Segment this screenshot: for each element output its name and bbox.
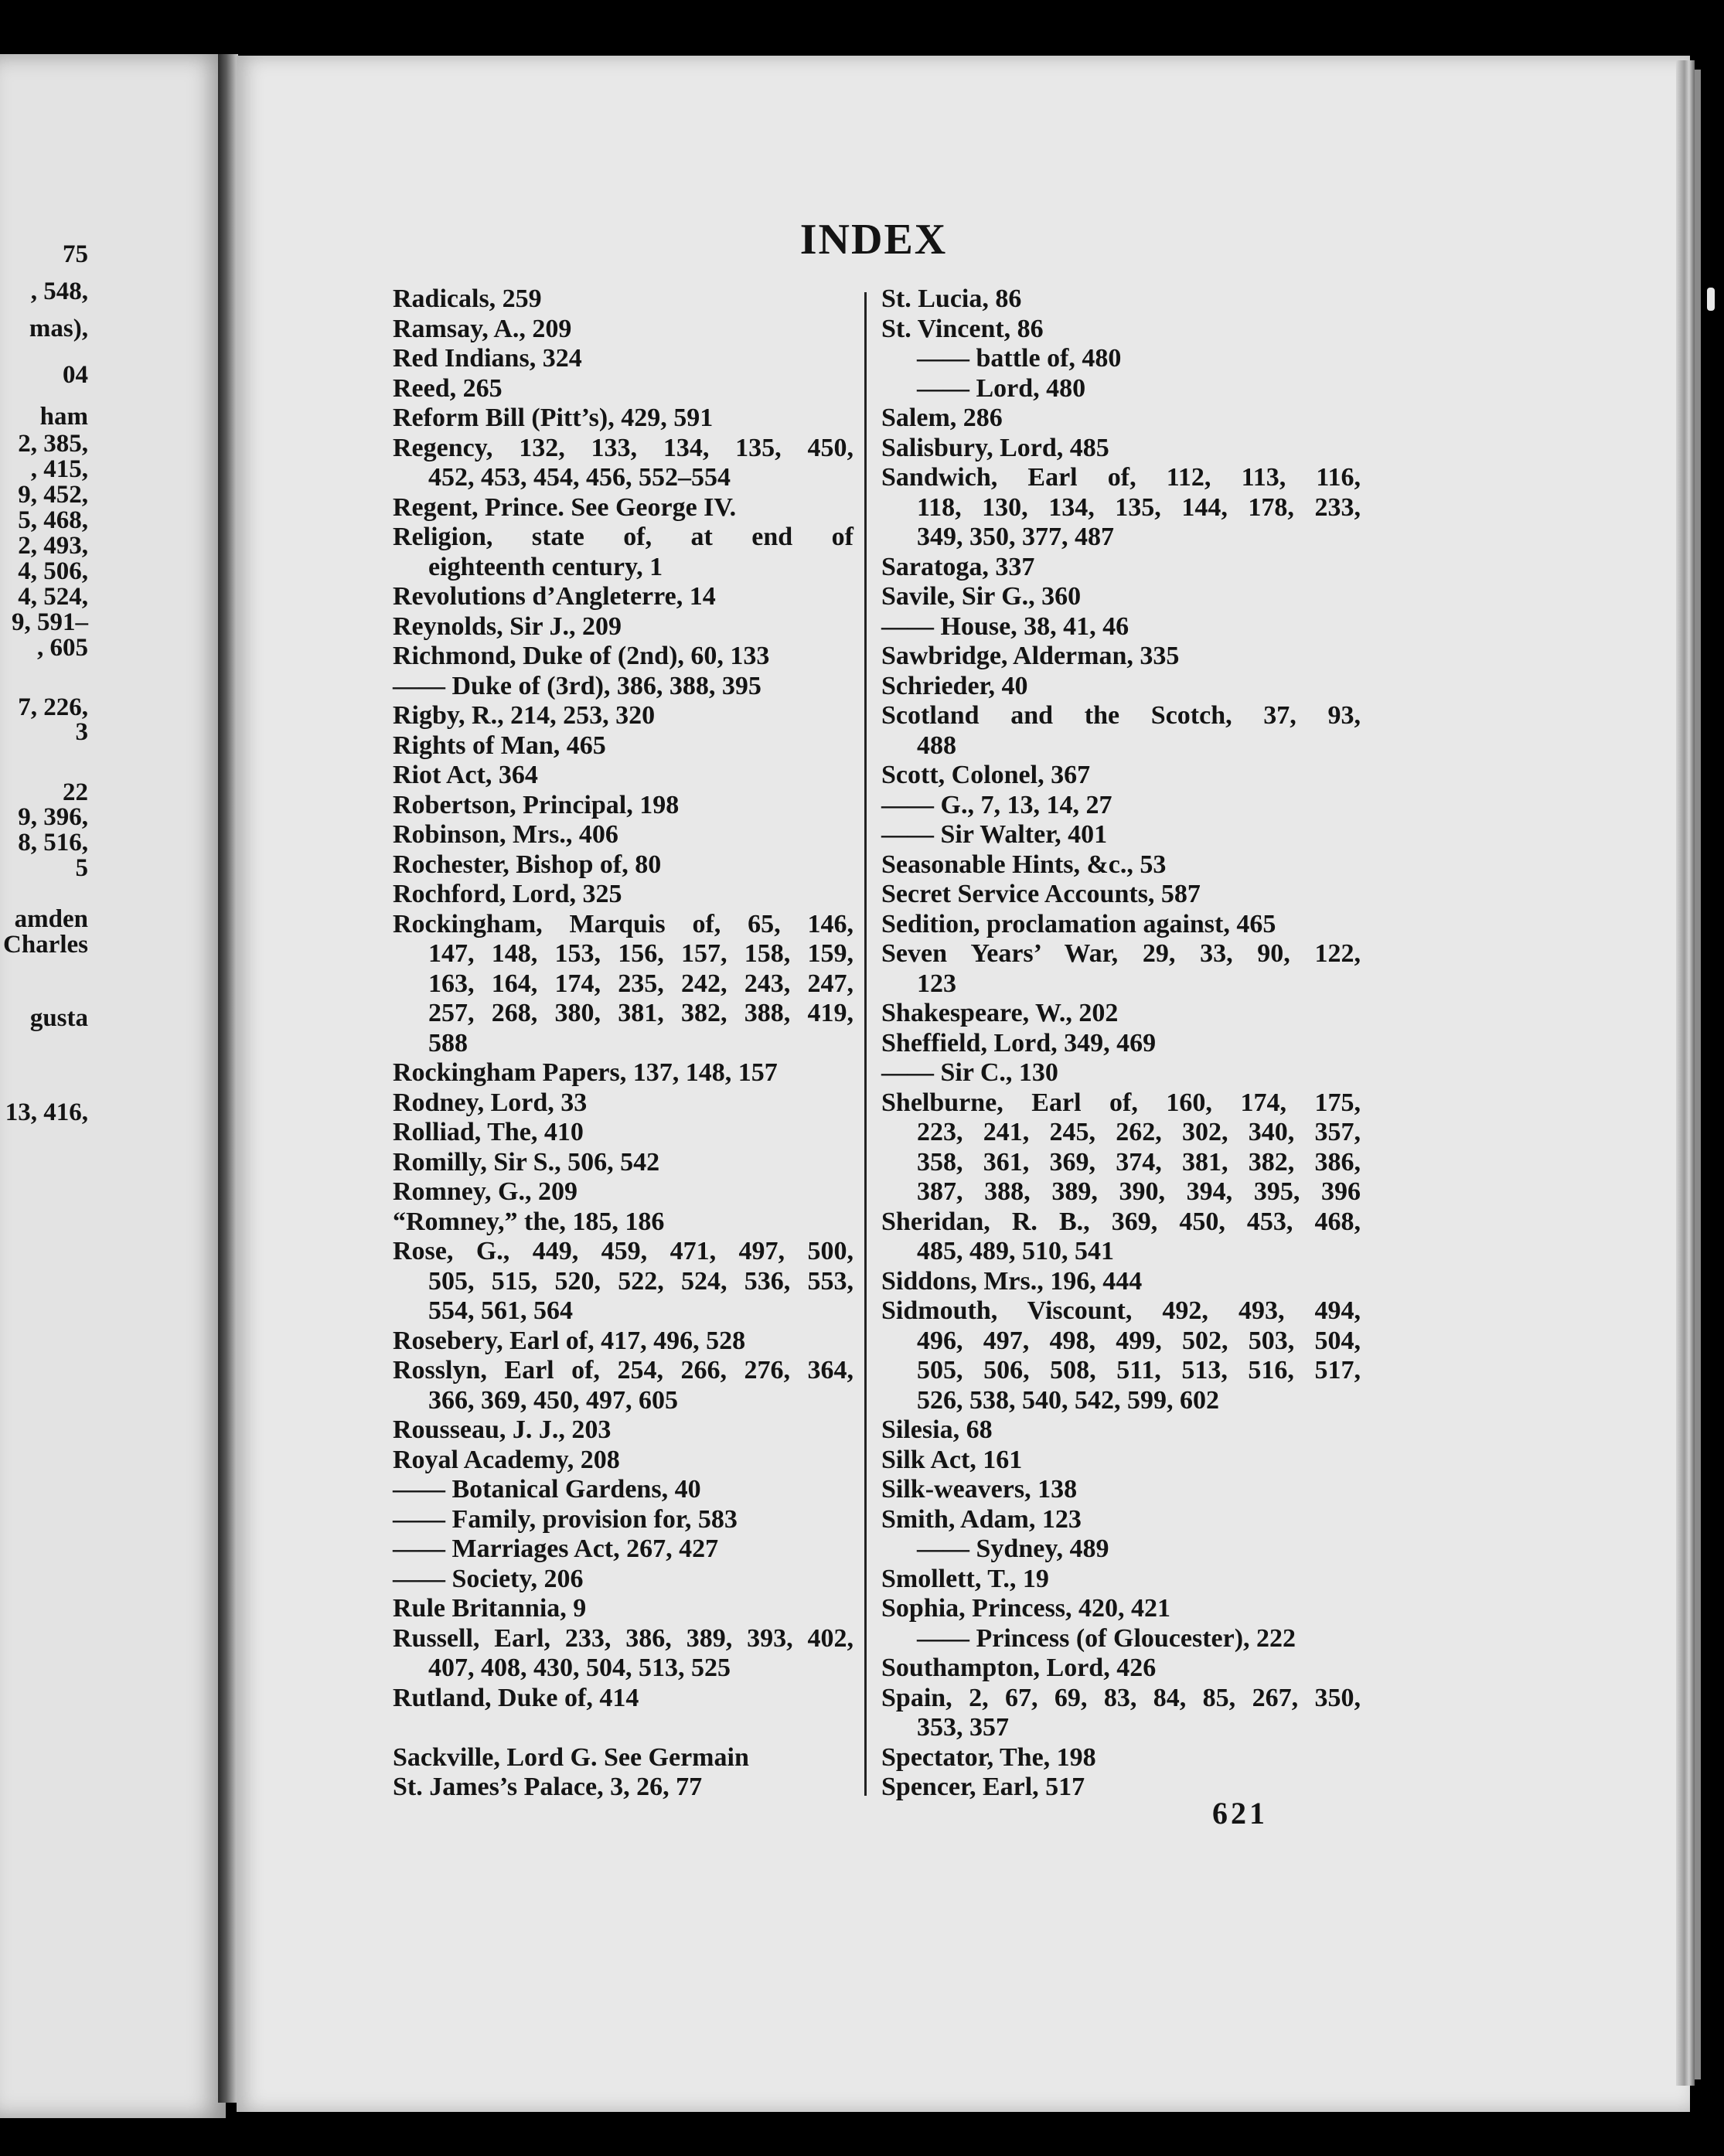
index-entry: Russell, Earl, 233, 386, 389, 393, 402, — [393, 1623, 853, 1653]
index-entry: Silesia, 68 — [881, 1415, 993, 1444]
index-entry: 505, 515, 520, 522, 524, 536, 553, — [428, 1266, 853, 1296]
index-entry: Sheffield, Lord, 349, 469 — [881, 1028, 1157, 1058]
previous-page-fragment: 9, 452, — [18, 481, 88, 509]
index-entry: 123 — [917, 969, 956, 998]
index-entry: Schrieder, 40 — [881, 671, 1028, 700]
index-entry: Rights of Man, 465 — [393, 731, 606, 760]
index-entry: Rolliad, The, 410 — [393, 1118, 584, 1146]
index-entry: Savile, Sir G., 360 — [881, 582, 1082, 611]
previous-page-fragment: mas), — [29, 315, 88, 342]
index-entry: Seasonable Hints, &c., 53 — [881, 850, 1167, 879]
index-entry: Shelburne, Earl of, 160, 174, 175, — [881, 1088, 1361, 1117]
index-entry: —— Sydney, 489 — [917, 1534, 1109, 1563]
index-entry: 496, 497, 498, 499, 502, 503, 504, — [917, 1326, 1361, 1355]
index-entry: Secret Service Accounts, 587 — [881, 880, 1201, 908]
index-entry: 485, 489, 510, 541 — [917, 1237, 1114, 1265]
index-entry: Regency, 132, 133, 134, 135, 450, — [393, 433, 853, 462]
index-entry: Sandwich, Earl of, 112, 113, 116, — [881, 463, 1361, 492]
index-entry: Revolutions d’Angleterre, 14 — [393, 582, 716, 611]
index-entry: Sidmouth, Viscount, 492, 493, 494, — [881, 1296, 1361, 1325]
previous-page-fragment: 4, 524, — [18, 583, 88, 611]
index-entry: Silk Act, 161 — [881, 1445, 1023, 1474]
index-entry: 588 — [428, 1028, 468, 1058]
previous-page-fragment: , 548, — [30, 278, 88, 305]
index-entry: —— battle of, 480 — [917, 344, 1122, 373]
previous-page-fragment: ham — [39, 403, 88, 431]
page-tab-mark — [1707, 288, 1715, 311]
previous-page — [0, 54, 226, 2118]
index-entry: Shakespeare, W., 202 — [881, 999, 1119, 1027]
index-entry: Rigby, R., 214, 253, 320 — [393, 701, 656, 730]
previous-page-fragment: gusta — [29, 1004, 88, 1032]
index-entry: Scott, Colonel, 367 — [881, 761, 1091, 789]
index-entry: Romney, G., 209 — [393, 1177, 578, 1206]
index-entry: 118, 130, 134, 135, 144, 178, 233, — [917, 492, 1361, 522]
index-entry: 526, 538, 540, 542, 599, 602 — [917, 1385, 1219, 1415]
index-entry: Rochester, Bishop of, 80 — [393, 850, 662, 879]
page-edge-shadow — [1695, 70, 1701, 2079]
previous-page-fragment: 22 — [63, 778, 88, 806]
previous-page-fragment: 9, 591– — [12, 608, 88, 636]
index-entry: Spencer, Earl, 517 — [881, 1773, 1085, 1801]
index-entry: 223, 241, 245, 262, 302, 340, 357, — [917, 1118, 1361, 1146]
index-entry: 505, 506, 508, 511, 513, 516, 517, — [917, 1356, 1361, 1385]
index-entry: St. Vincent, 86 — [881, 314, 1044, 343]
index-entry: 488 — [917, 731, 956, 760]
index-entry: Rose, G., 449, 459, 471, 497, 500, — [393, 1237, 853, 1265]
index-spacer — [393, 1713, 853, 1743]
index-entry: 163, 164, 174, 235, 242, 243, 247, — [428, 969, 853, 998]
index-column-right — [881, 284, 1361, 1803]
index-entry: Rutland, Duke of, 414 — [393, 1683, 639, 1712]
index-entry: Sophia, Princess, 420, 421 — [881, 1594, 1171, 1623]
index-entry: 387, 388, 389, 390, 394, 395, 396 — [917, 1177, 1361, 1206]
index-entry: 452, 453, 454, 456, 552–554 — [428, 463, 731, 492]
index-entry: Religion, state of, at end of — [393, 523, 853, 551]
previous-page-fragment: Charles — [3, 931, 88, 959]
index-entry: Regent, Prince. See George IV. — [393, 492, 737, 522]
index-entry: Rule Britannia, 9 — [393, 1594, 587, 1623]
column-divider — [864, 292, 867, 1796]
index-entry: Reed, 265 — [393, 373, 503, 403]
index-entry: Salisbury, Lord, 485 — [881, 433, 1109, 462]
previous-page-fragment: 4, 506, — [18, 557, 88, 585]
index-entry: —— Sir C., 130 — [881, 1058, 1058, 1087]
index-entry: Romilly, Sir S., 506, 542 — [393, 1147, 660, 1177]
index-entry: —— Sir Walter, 401 — [881, 820, 1108, 849]
index-entry: Robinson, Mrs., 406 — [393, 820, 618, 849]
index-entry: 349, 350, 377, 487 — [917, 523, 1114, 551]
previous-page-fragment: amden — [14, 905, 88, 933]
index-entry: Reynolds, Sir J., 209 — [393, 611, 622, 641]
index-entry: Rousseau, J. J., 203 — [393, 1415, 612, 1444]
previous-page-fragment: 8, 516, — [18, 829, 88, 857]
index-entry: Rockingham, Marquis of, 65, 146, — [393, 909, 853, 938]
index-entry: 353, 357 — [917, 1713, 1009, 1742]
previous-page-fragment: , 415, — [30, 455, 88, 483]
index-entry: Southampton, Lord, 426 — [881, 1654, 1157, 1682]
index-entry: Spectator, The, 198 — [881, 1742, 1096, 1772]
index-entry: 407, 408, 430, 504, 513, 525 — [428, 1654, 731, 1682]
index-entry: St. Lucia, 86 — [881, 284, 1022, 313]
index-entry: Reform Bill (Pitt’s), 429, 591 — [393, 404, 714, 432]
index-entry: —— Family, provision for, 583 — [393, 1504, 738, 1534]
previous-page-fragment: 5 — [75, 854, 88, 882]
index-entry: Scotland and the Scotch, 37, 93, — [881, 701, 1361, 730]
page-edge — [1676, 60, 1695, 2086]
index-entry: Spain, 2, 67, 69, 83, 84, 85, 267, 350, — [881, 1683, 1361, 1712]
previous-page-fragment: 9, 396, — [18, 803, 88, 831]
index-entry: Rockingham Papers, 137, 148, 157 — [393, 1058, 778, 1087]
index-entry: Smith, Adam, 123 — [881, 1504, 1082, 1534]
index-entry: —— Society, 206 — [393, 1564, 584, 1593]
index-entry: Siddons, Mrs., 196, 444 — [881, 1266, 1143, 1296]
index-entry: —— Princess (of Gloucester), 222 — [917, 1623, 1296, 1653]
book-gutter — [218, 54, 238, 2103]
index-entry: —— Lord, 480 — [917, 373, 1086, 403]
index-entry: Salem, 286 — [881, 404, 1003, 432]
index-entry: St. James’s Palace, 3, 26, 77 — [393, 1773, 703, 1801]
index-entry: —— Botanical Gardens, 40 — [393, 1475, 701, 1504]
previous-page-fragment: 2, 385, — [18, 430, 88, 458]
index-entry: 358, 361, 369, 374, 381, 382, 386, — [917, 1147, 1361, 1177]
index-entry: Sedition, proclamation against, 465 — [881, 909, 1276, 938]
previous-page-fragment: 3 — [75, 718, 88, 746]
index-entry: —— House, 38, 41, 46 — [881, 611, 1129, 641]
index-entry: —— Marriages Act, 267, 427 — [393, 1534, 719, 1563]
index-entry: Smollett, T., 19 — [881, 1564, 1049, 1593]
index-entry: Sawbridge, Alderman, 335 — [881, 642, 1180, 670]
index-entry: 554, 561, 564 — [428, 1296, 573, 1325]
index-entry: 366, 369, 450, 497, 605 — [428, 1385, 678, 1415]
index-entry: 147, 148, 153, 156, 157, 158, 159, — [428, 939, 853, 968]
index-column-left — [393, 284, 853, 1803]
index-entry: Rochford, Lord, 325 — [393, 880, 622, 908]
index-entry: Rosslyn, Earl of, 254, 266, 276, 364, — [393, 1356, 853, 1385]
index-entry: Saratoga, 337 — [881, 552, 1035, 581]
index-entry: Red Indians, 324 — [393, 344, 582, 373]
previous-page-fragment: 5, 468, — [18, 506, 88, 534]
index-entry: Ramsay, A., 209 — [393, 314, 572, 343]
index-entry: 257, 268, 380, 381, 382, 388, 419, — [428, 999, 853, 1027]
previous-page-fragment: 7, 226, — [18, 693, 88, 721]
index-entry: Riot Act, 364 — [393, 761, 538, 789]
index-entry: Rodney, Lord, 33 — [393, 1088, 588, 1117]
index-entry: Sackville, Lord G. See Germain — [393, 1742, 749, 1772]
previous-page-fragment: , 605 — [37, 634, 88, 662]
index-entry: —— Duke of (3rd), 386, 388, 395 — [393, 671, 761, 700]
index-entry: Sheridan, R. B., 369, 450, 453, 468, — [881, 1207, 1361, 1236]
index-entry: Richmond, Duke of (2nd), 60, 133 — [393, 642, 770, 670]
page-number: 621 — [1212, 1796, 1268, 1831]
index-entry: Rosebery, Earl of, 417, 496, 528 — [393, 1326, 746, 1355]
index-entry: “Romney,” the, 185, 186 — [393, 1207, 665, 1236]
index-entry: Radicals, 259 — [393, 284, 542, 313]
index-entry: Silk-weavers, 138 — [881, 1475, 1078, 1504]
index-entry: Seven Years’ War, 29, 33, 90, 122, — [881, 939, 1361, 968]
index-entry: Robertson, Principal, 198 — [393, 790, 680, 819]
previous-page-fragment: 2, 493, — [18, 532, 88, 560]
page-title: INDEX — [799, 216, 948, 264]
previous-page-fragment: 04 — [63, 361, 88, 389]
index-entry: eighteenth century, 1 — [428, 552, 663, 581]
previous-page-fragment: 13, 416, — [5, 1098, 88, 1126]
previous-page-fragment: 75 — [63, 240, 88, 268]
index-entry: —— G., 7, 13, 14, 27 — [881, 790, 1112, 819]
index-entry: Royal Academy, 208 — [393, 1445, 620, 1474]
